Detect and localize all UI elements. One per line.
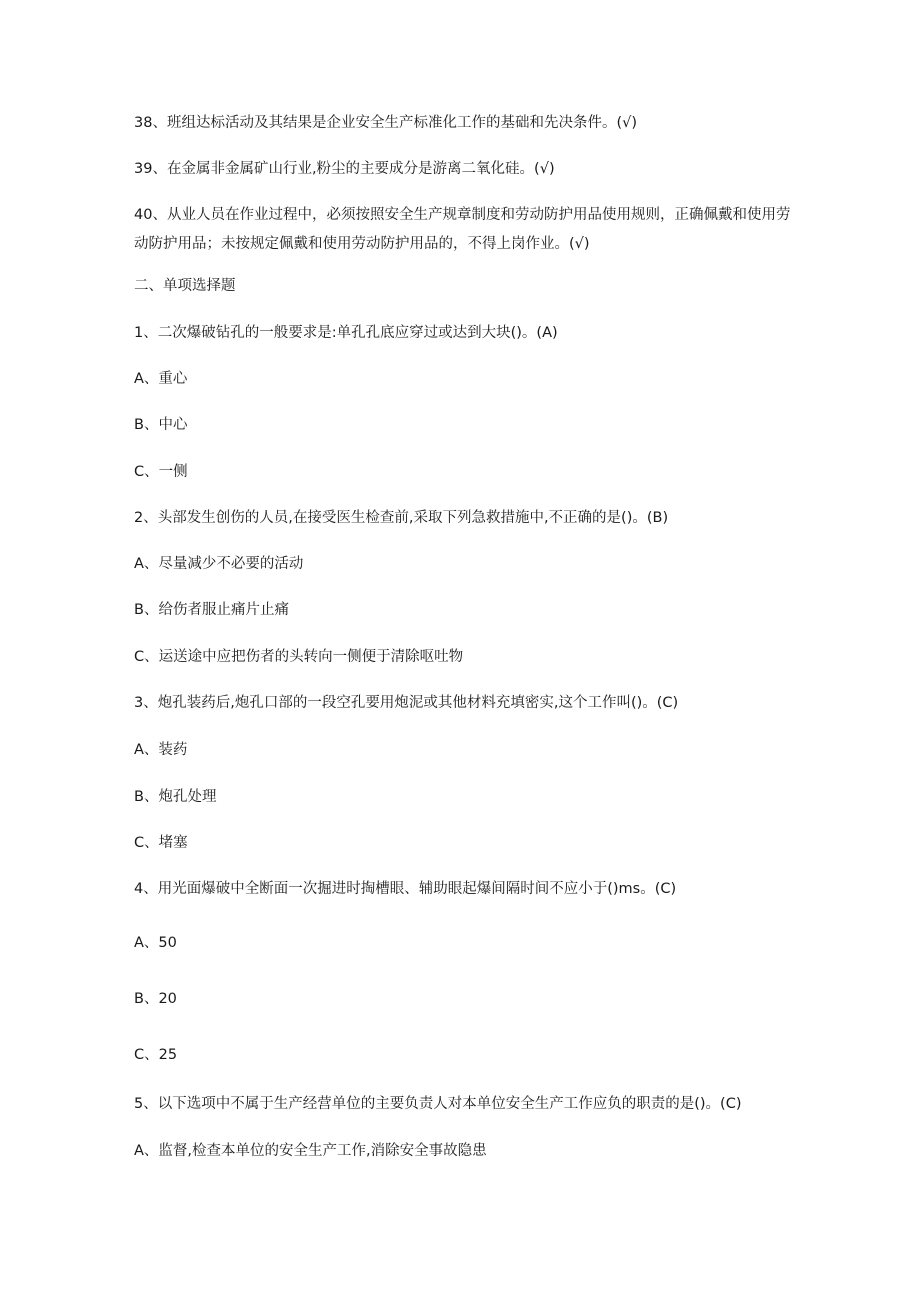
- option-c: C、25: [134, 1047, 178, 1063]
- option-a: A、监督,检查本单位的安全生产工作,消除安全事故隐患: [134, 1143, 487, 1159]
- question-stem: 1、二次爆破钻孔的一般要求是:单孔孔底应穿过或达到大块()。(A): [134, 325, 558, 341]
- option-a: A、尽量减少不必要的活动: [134, 556, 304, 572]
- question-stem: 2、头部发生创伤的人员,在接受医生检查前,采取下列急救措施中,不正确的是()。(B): [134, 510, 669, 526]
- tf-item-40: 40、从业人员在作业过程中，必须按照安全生产规章制度和劳动防护用品使用规则，正确佩戴和使用劳动防护用品；未按规定佩戴和使用劳动防护用品的，不得上岗作业。(√): [134, 207, 791, 252]
- option-b: B、中心: [134, 417, 188, 433]
- tf-item-39: 39、在金属非金属矿山行业,粉尘的主要成分是游离二氧化硅。(√): [134, 161, 555, 177]
- option-c: C、运送途中应把伤者的头转向一侧便于清除呕吐物: [134, 649, 464, 665]
- question-stem: 3、炮孔装药后,炮孔口部的一段空孔要用炮泥或其他材料充填密实,这个工作叫()。(C): [134, 695, 679, 711]
- option-a: A、50: [134, 935, 177, 951]
- option-b: B、20: [134, 991, 177, 1007]
- option-c: C、一侧: [134, 464, 188, 480]
- option-a: A、重心: [134, 371, 188, 387]
- tf-item-38: 38、班组达标活动及其结果是企业安全生产标准化工作的基础和先决条件。(√): [134, 115, 638, 131]
- option-b: B、给伤者服止痛片止痛: [134, 602, 289, 618]
- question-stem: 5、以下选项中不属于生产经营单位的主要负责人对本单位安全生产工作应负的职责的是()。(C): [134, 1096, 742, 1112]
- option-b: B、炮孔处理: [134, 789, 217, 805]
- question-stem: 4、用光面爆破中全断面一次掘进时掏槽眼、辅助眼起爆间隔时间不应小于()ms。(C): [134, 881, 677, 897]
- option-c: C、堵塞: [134, 835, 188, 851]
- section-heading: 二、单项选择题: [134, 278, 236, 294]
- option-a: A、装药: [134, 742, 188, 758]
